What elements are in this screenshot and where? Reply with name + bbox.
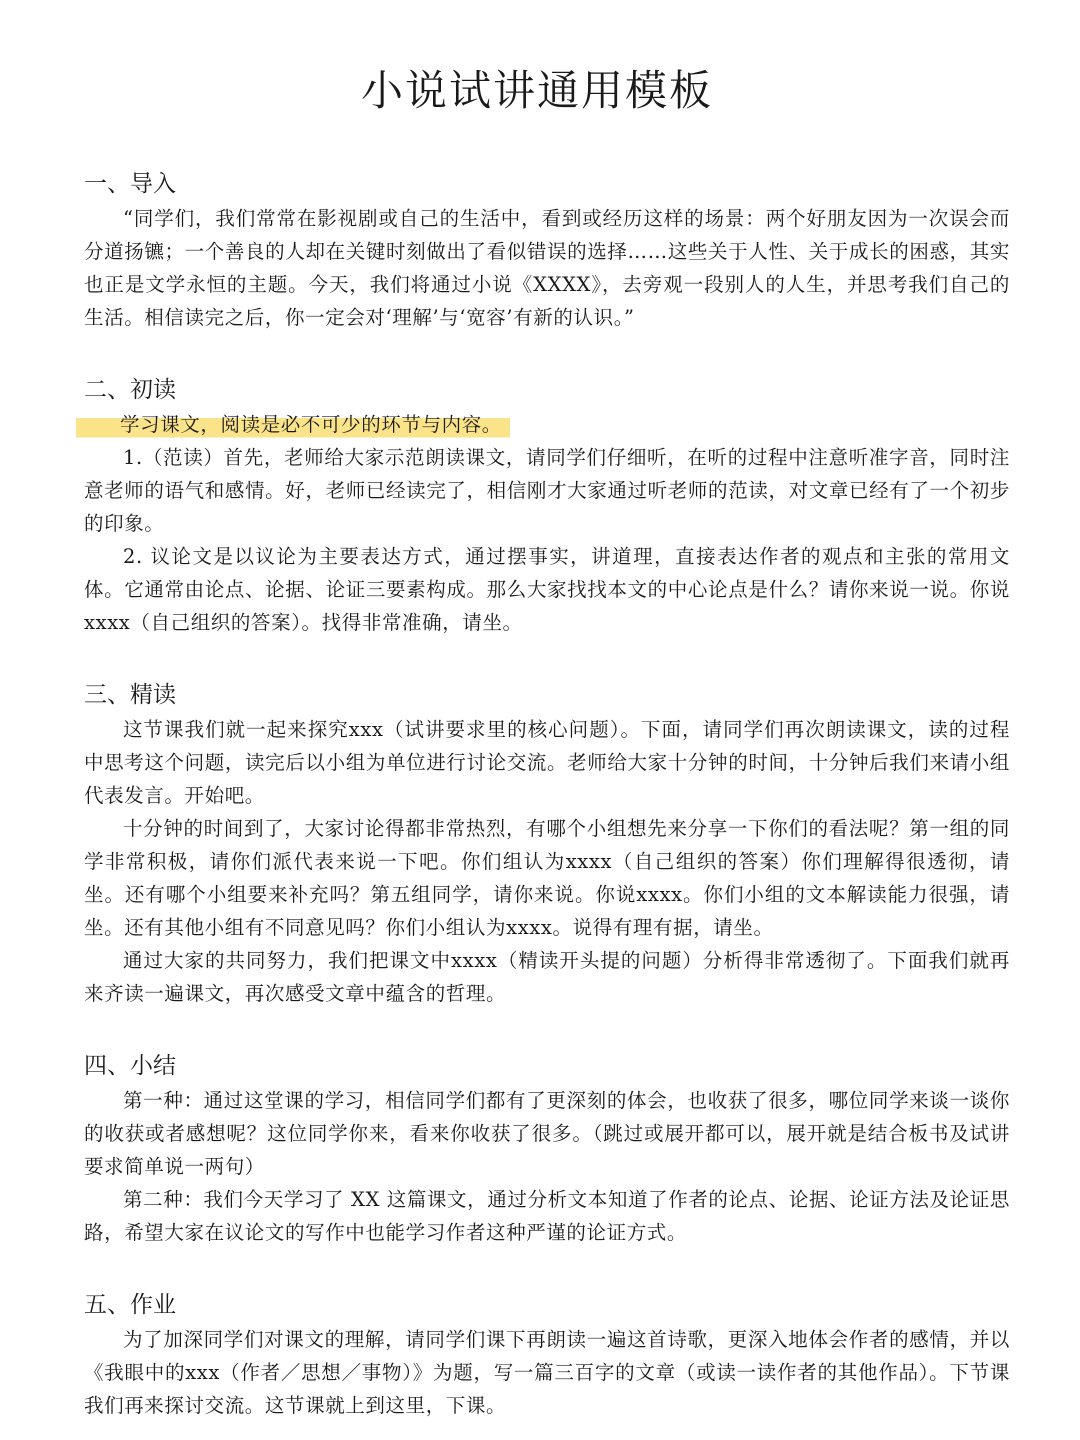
section-heading: 二、初读 bbox=[84, 377, 176, 403]
section-heading: 五、作业 bbox=[84, 1292, 176, 1318]
paragraph: 第二种：我们今天学习了 XX 这篇课文，通过分析文本知道了作者的论点、论据、论证方法及论证思路，希望大家在议论文的写作中也能学习作者这种严谨的论证方式。 bbox=[84, 1188, 1010, 1244]
paragraph: “同学们，我们常常在影视剧或自己的生活中，看到或经历这样的场景：两个好朋友因为一次误会而分道扬镳；一个善良的人却在关键时刻做出了看似错误的选择……这些关于人性、关于成长的困惑，其实也正是文学永恒的主题。今天，我们将通过小说《XXXX》，去旁观一段别人的人生，并思考我们自己的生活。相信读完之后，你一定会对‘理解’与‘宽容’有新的认识。” bbox=[84, 207, 1010, 329]
highlight-row bbox=[84, 408, 1010, 441]
paragraph: 第一种：通过这堂课的学习，相信同学们都有了更深刻的体会，也收获了很多，哪位同学来谈一谈你的收获或者感想呢？这位同学你来，看来你收获了很多。（跳过或展开都可以，展开就是结合板书及试讲要求简单说一两句） bbox=[84, 1089, 1010, 1178]
paragraph: 十分钟的时间到了，大家讨论得都非常热烈，有哪个小组想先来分享一下你们的看法呢？第一组的同学非常积极，请你们派代表来说一下吧。你们组认为xxxx（自己组织的答案）你们理解得很透彻，请坐。还有哪个小组要来补充吗？第五组同学，请你来说。你说xxxx。你们小组的文本解读能力很强，请坐。还有其他小组有不同意见吗？你们小组认为xxxx。说得有理有据，请坐。 bbox=[84, 817, 1010, 939]
section-homework bbox=[84, 1289, 1010, 1422]
section-introduction bbox=[84, 168, 1010, 334]
section-summary bbox=[84, 1050, 1010, 1249]
section-heading: 三、精读 bbox=[84, 682, 176, 708]
highlighted-sentence: 学习课文，阅读是必不可少的环节与内容。 bbox=[76, 408, 510, 441]
page-title: 小说试讲通用模板 bbox=[360, 66, 713, 115]
section-close-reading bbox=[84, 679, 1010, 1010]
paragraph: 为了加深同学们对课文的理解，请同学们课下再朗读一遍这首诗歌，更深入地体会作者的感情，并以《我眼中的xxx（作者／思想／事物）》为题，写一篇三百字的文章（或读一读作者的其他作品）。下节课我们再来探讨交流。这节课就上到这里，下课。 bbox=[84, 1328, 1010, 1417]
paragraph: 这节课我们就一起来探究xxx（试讲要求里的核心问题）。下面，请同学们再次朗读课文，读的过程中思考这个问题，读完后以小组为单位进行讨论交流。老师给大家十分钟的时间，十分钟后我们来请小组代表发言。开始吧。 bbox=[84, 718, 1010, 807]
section-heading: 一、导入 bbox=[84, 171, 176, 197]
paragraph: 1.（范读）首先，老师给大家示范朗读课文，请同学们仔细听，在听的过程中注意听准字音，同时注意老师的语气和感情。好，老师已经读完了，相信刚才大家通过听老师的范读，对文章已经有了一个初步的印象。 bbox=[84, 446, 1010, 535]
section-heading: 四、小结 bbox=[84, 1053, 176, 1079]
paragraph: 2. 议论文是以议论为主要表达方式，通过摆事实，讲道理，直接表达作者的观点和主张的常用文体。它通常由论点、论据、论证三要素构成。那么大家找找本文的中心论点是什么？请你来说一说。你说xxxx（自己组织的答案）。找得非常准确，请坐。 bbox=[84, 545, 1010, 634]
paragraph: 通过大家的共同努力，我们把课文中xxxx（精读开头提的问题）分析得非常透彻了。下面我们就再来齐读一遍课文，再次感受文章中蕴含的哲理。 bbox=[84, 949, 1010, 1005]
section-first-reading bbox=[84, 374, 1010, 639]
